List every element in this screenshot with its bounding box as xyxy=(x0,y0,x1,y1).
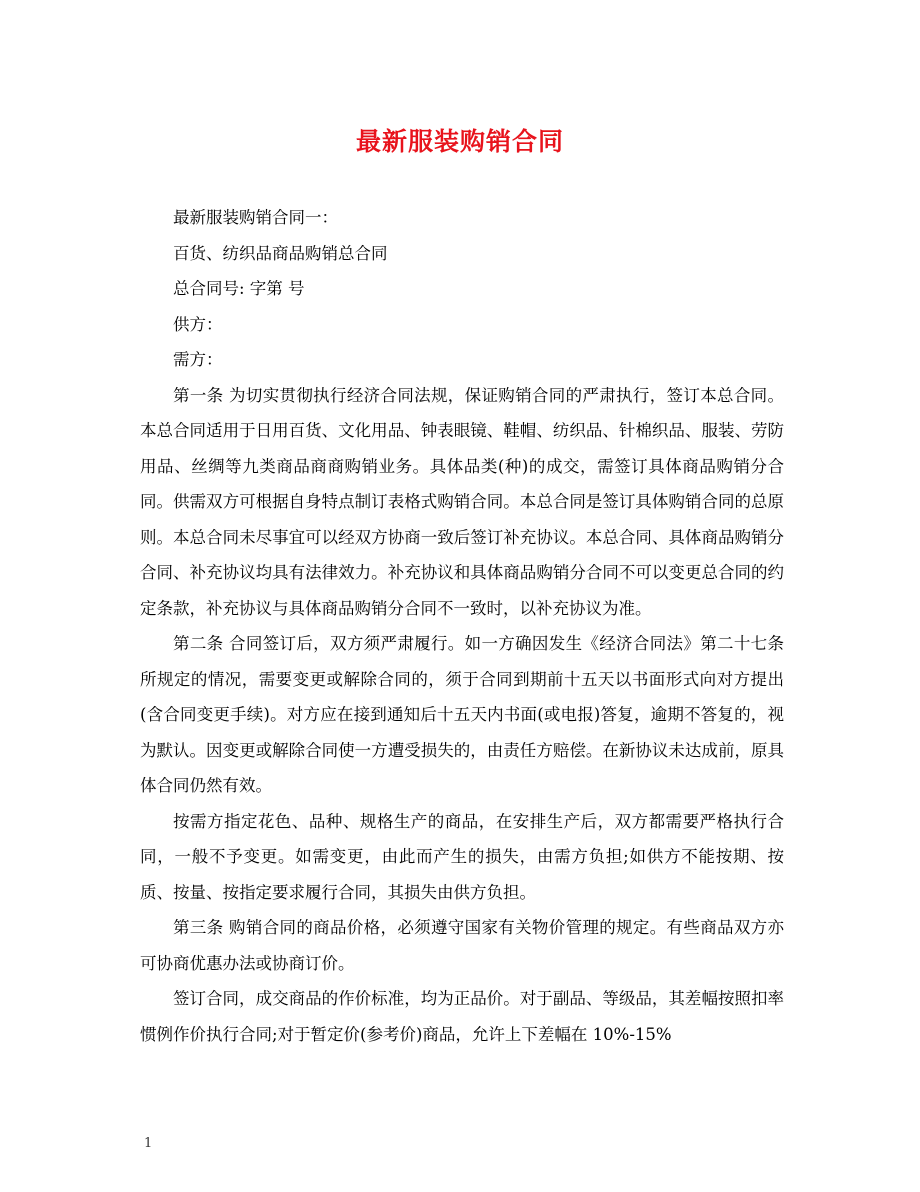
document-body xyxy=(140,200,784,1052)
contract-subtitle: 百货、纺织品商品购销总合同 xyxy=(173,243,388,263)
article-3-continuation: 签订合同，成交商品的作价标准，均为正品价。对于副品、等级品，其差幅按照扣率惯例作价执行合同;对于暂定价(参考价)商品，允许上下差幅在 10%-15% xyxy=(140,989,784,1044)
article-2-paragraph: 第二条 合同签订后，双方须严肃履行。如一方确因发生《经济合同法》第二十七条所规定的情况，需要变更或解除合同的，须于合同到期前十五天以书面形式向对方提出(含合同变更手续)。对方应在接到通知后十五天内书面(或电报)答复，逾期不答复的，视为默认。因变更或解除合同使一方遭受损失的，由责任方赔偿。在新协议未达成前，原具体合同仍然有效。 xyxy=(140,634,784,795)
article-2-continuation: 按需方指定花色、品种、规格生产的商品，在安排生产后，双方都需要严格执行合同，一般不予变更。如需变更，由此而产生的损失，由需方负担;如供方不能按期、按质、按量、按指定要求履行合同，其损失由供方负担。 xyxy=(140,811,784,902)
buyer-line: 需方： xyxy=(173,350,223,369)
contract-number-line: 总合同号: 字第 号 xyxy=(173,279,305,298)
contract-heading: 最新服装购销合同一： xyxy=(173,208,338,227)
document-title: 最新服装购销合同 xyxy=(355,127,564,156)
supplier-line: 供方： xyxy=(173,314,223,334)
page-number: 1 xyxy=(144,1136,153,1151)
article-3-paragraph: 第三条 购销合同的商品价格，必须遵守国家有关物价管理的规定。有些商品双方亦可协商优惠办法或协商订价。 xyxy=(140,918,784,973)
article-1-paragraph: 第一条 为切实贯彻执行经济合同法规，保证购销合同的严肃执行，签订本总合同。本总合同适用于日用百货、文化用品、钟表眼镜、鞋帽、纺织品、针棉织品、服装、劳防用品、丝绸等九类商品商商购销业务。具体品类(种)的成交，需签订具体商品购销分合同。供需双方可根据自身特点制订表格式购销合同。本总合同是签订具体购销合同的总原则。本总合同未尽事宜可以经双方协商一致后签订补充协议。本总合同、具体商品购销分合同、补充协议均具有法律效力。补充协议和具体商品购销分合同不可以变更总合同的约定条款，补充协议与具体商品购销分合同不一致时，以补充协议为准。 xyxy=(140,385,784,618)
